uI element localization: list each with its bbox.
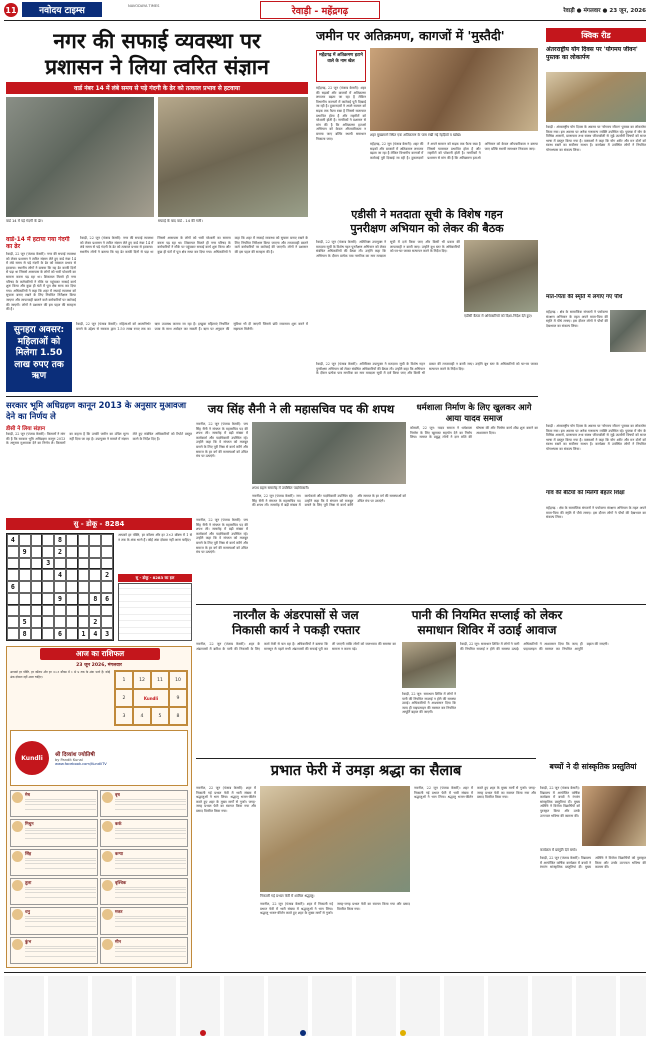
rashi-text (25, 827, 96, 841)
sudoku-cell[interactable] (42, 616, 54, 628)
rashi-name: मिथुन (25, 821, 34, 827)
sudoku-cell[interactable] (89, 581, 101, 593)
sudoku-grid[interactable] (6, 533, 114, 641)
women-loan-headline: सुनहरा अवसर: महिलाओं को मिलेगा 1.50 लाख रुपए तक ऋण (6, 322, 72, 392)
sudoku-cell[interactable]: 9 (19, 546, 31, 558)
kundli-promo (10, 730, 188, 786)
sudoku-cell[interactable] (7, 546, 19, 558)
rashifal-title: आज का राशिफल (40, 648, 160, 660)
sudoku-cell[interactable]: 2 (101, 569, 113, 581)
zodiac-icon (102, 792, 113, 803)
sudoku-cell[interactable] (31, 534, 43, 546)
rashi-text (115, 798, 186, 812)
encroach-body-col1: महेंद्रगढ़, 22 जून (पंजाब केसरी): शहर की सड़कों और बाजारों में अतिक्रमण लगातार बढ़ता जा रहा है लेकिन विभागीय कागजों में कार्रवाई पूरी दिखाई जा रही है। दुकानदारों ने अपने सामान को सड़क तक फैला रखा है जिससे यातायात प्रभावित होता है और राहगीरों को परेशानी होती है। नागरिकों ने प्रशासन से मांग की है कि अतिक्रमण हटाओ अभियान को केवल औपचारिकता न बनाया जाए बल्कि स्थायी समाधान निकाला जाए। (316, 86, 366, 141)
sudoku-cell[interactable] (66, 605, 78, 617)
rashi-name: मेष (25, 792, 30, 797)
sudoku-cell[interactable]: 8 (89, 593, 101, 605)
oath-caption: शपथ ग्रहण समारोह में उपस्थित पदाधिकारी। (252, 486, 310, 490)
sudoku-cell[interactable]: 6 (7, 581, 19, 593)
sudoku-cell[interactable] (31, 581, 43, 593)
lead-body: रेवाड़ी, 22 जून (पंजाब केसरी): नगर की सफाई व्यवस्था को लेकर प्रशासन ने त्वरित संज्ञान लेते हुए वार्ड नंबर 14 में लंबे समय से पड़े गंदगी के ढेर को तत्काल प्रभाव से हटवाया। स्थानीय लोगों ने बताया कि यह ढेर काफी दिनों से पड़ा था जिससे आसपास के लोगों को भारी परेशानी का सामना करना पड़ रहा था। शिकायत मिलते ही नगर परिषद के कर्मचारियों ने मौके पर पहुंचकर सफाई कार्य शुरू किया और कुछ ही घंटों में पूरा क्षेत्र साफ कर दिया गया। अधिकारियों ने कहा कि शहर में सफाई व्यवस्था को सुचारू बनाए रखने के लिए नियमित निरीक्षण किया जाएगा और लापरवाही बरतने वाले कर्मचारियों पर कार्रवाई की जाएगी। लोगों ने प्रशासन की इस पहल की सराहना की है। (80, 236, 308, 254)
sudoku-cell[interactable] (31, 628, 43, 640)
rashi-list (10, 790, 188, 964)
quick-read-headline: अंतरराष्ट्रीय योग दिवस पर 'योगमय जीवन' पुस्तक का लोकार्पण (546, 46, 638, 61)
rashi-card (100, 907, 188, 934)
rashi-card (10, 878, 98, 905)
encroach-body: महेंद्रगढ़, 22 जून (पंजाब केसरी): शहर की सड़कों और बाजारों में अतिक्रमण लगातार बढ़ता जा रहा है लेकिन विभागीय कागजों में कार्रवाई पूरी दिखाई जा रही है। दुकानदारों ने अपने सामान को सड़क तक फैला रखा है जिससे यातायात प्रभावित होता है और राहगीरों को परेशानी होती है। नागरिकों ने प्रशासन से मांग की है कि अतिक्रमण हटाओ अभियान को केवल औपचारिकता न बनाया जाए बल्कि स्थायी समाधान निकाला जाए। (370, 142, 538, 160)
sudoku-cell[interactable] (101, 546, 113, 558)
rashi-text (25, 857, 96, 871)
sudoku-cell[interactable] (101, 558, 113, 570)
zodiac-icon (12, 880, 23, 891)
rashi-name: तुला (25, 880, 32, 885)
rashi-card (100, 819, 188, 846)
rashi-card (100, 878, 188, 905)
masthead (0, 0, 650, 22)
sudoku-cell[interactable] (31, 605, 43, 617)
zodiac-icon (102, 909, 113, 920)
sudoku-cell[interactable] (42, 534, 54, 546)
zodiac-icon (12, 821, 23, 832)
encroach-photo (370, 48, 538, 131)
sudoku-cell[interactable] (66, 558, 78, 570)
kundli-logo-sub: by Pandit Kunal (55, 758, 83, 762)
kundli-site[interactable]: www.facebook.com/KundliTV (55, 762, 107, 766)
quick-read-body-2: महेंद्रगढ़ : क्षेत्र के सामाजिक संगठनों ने पर्यावरण संरक्षण अभियान के तहत अपने माता-पिता की स्मृति में पौधे लगाए। इस दौरान लोगों ने पौधों की देखभाल का संकल्प लिया। (546, 310, 608, 328)
acquisition-headline: सरकार भूमि अधिग्रहण कानून 2013 के अनुसार मुआवजा देने का निर्णय ले (6, 400, 187, 421)
acquisition-body: रेवाड़ी, 22 जून (पंजाब केसरी): किसानों ने मांग की है कि सरकार भूमि अधिग्रहण कानून 2013 के अनुसार मुआवजा देने का निर्णय ले। किसानों का कहना है कि उनकी जमीन का उचित मूल्य नहीं दिया जा रहा है। उपायुक्त ने मामले में संज्ञान लेते हुए संबंधित अधिकारियों को रिपोर्ट प्रस्तुत करने के निर्देश दिए हैं। (6, 432, 192, 446)
sudoku-cell[interactable] (54, 558, 66, 570)
sudoku-cell[interactable] (42, 605, 54, 617)
prabhat-photo (260, 786, 410, 892)
lead-caption-1: वार्ड 14 में पड़े गंदगी के ढेर। (6, 219, 43, 223)
quick-read-item3-headline: गांव की बेटियों को मिलेगी बेहतर शिक्षा (546, 490, 625, 496)
kundli-chart: 1 12 11 10 2 Kundli 9 3 4 5 8 (114, 670, 188, 726)
zodiac-icon (102, 851, 113, 862)
sudoku-cell[interactable]: 3 (101, 628, 113, 640)
reg-mark (400, 1030, 406, 1036)
voter-headline: एडीसी ने मतदाता सूची के विशेष गहन पुनरीक्षण अभियान को लेकर की बैठक (350, 208, 504, 235)
rashi-name: मकर (115, 909, 123, 915)
rashi-text (115, 915, 186, 929)
sudoku-cell[interactable] (31, 569, 43, 581)
lead-headline: नगर की सफाई व्यवस्था पर प्रशासन ने लिया त्वरित संज्ञान (45, 29, 269, 79)
sudoku-cell[interactable] (66, 569, 78, 581)
lead-subhead: वार्ड नंबर 14 में लंबे समय से पड़े गंदगी के ढेर को तत्काल प्रभाव से हटवाया (6, 82, 308, 94)
rashi-text (25, 915, 96, 929)
quick-read-label: क्विक रीड (546, 28, 646, 42)
rashi-name: धनु (25, 909, 30, 915)
sudoku-cell[interactable] (7, 605, 19, 617)
sudoku-cell[interactable] (101, 581, 113, 593)
kundli-promo-title: श्री दिव्यांश ज्योतिषी (55, 752, 95, 758)
sudoku-cell[interactable] (42, 546, 54, 558)
quick-read-body-4: महेंद्रगढ़ : क्षेत्र के सामाजिक संगठनों ने पर्यावरण संरक्षण अभियान के तहत अपने माता-पिता की स्मृति में पौधे लगाए। इस दौरान लोगों ने पौधों की देखभाल का संकल्प लिया। (546, 506, 646, 520)
sudoku-cell[interactable]: 5 (19, 616, 31, 628)
portrait-photo (610, 310, 646, 352)
sudoku-cell[interactable] (19, 593, 31, 605)
reg-mark (200, 1030, 206, 1036)
sudoku-instructions: आपको हर पंक्ति, हर कॉलम और हर 3×3 बॉक्स में 1 से 9 तक के अंक भरने हैं। कोई अंक दोबारा नहीं आना चाहिए। (118, 533, 192, 542)
rashi-card (10, 849, 98, 876)
sudoku-cell[interactable] (19, 534, 31, 546)
voter-body: रेवाड़ी, 22 जून (पंजाब केसरी): अतिरिक्त उपायुक्त ने मतदाता सूची के विशेष गहन पुनरीक्षण अभियान को लेकर संबंधित अधिकारियों की बैठक ली। उन्होंने कहा कि अभियान के दौरान प्रत्येक पात्र नागरिक का नाम मतदाता सूची में दर्ज किया जाए और किसी भी प्रकार की लापरवाही न बरती जाए। उन्होंने बूथ स्तर के अधिकारियों को घर-घर जाकर सत्यापन करने के निर्देश दिए। (316, 240, 460, 258)
sudoku-cell[interactable] (89, 534, 101, 546)
sudoku-cell[interactable]: 3 (42, 558, 54, 570)
sudoku-cell[interactable] (7, 569, 19, 581)
water-photo (402, 642, 456, 688)
sudoku-cell[interactable] (89, 558, 101, 570)
encroach-caption: शहर मुख्यमार्ग स्थित एक अतिक्रमण के पास रखी गई रेहड़ियों व खोखे। (370, 133, 462, 137)
sudoku-cell[interactable] (66, 628, 78, 640)
sudoku-cell[interactable]: 2 (89, 616, 101, 628)
rashi-name: सिंह (25, 850, 32, 856)
water-body-col1: रेवाड़ी, 22 जून: समाधान शिविर में लोगों ने पानी की नियमित सप्लाई न होने की समस्या उठाई। अधिकारियों ने आश्वासन दिया कि जल्द ही पाइपलाइन की मरम्मत कर नियमित आपूर्ति बहाल की जाएगी। (402, 692, 456, 715)
zodiac-icon (102, 939, 113, 950)
women-loan-body: रेवाड़ी, 22 जून (पंजाब केसरी): महिलाओं को आत्मनिर्भर बनाने के उद्देश्य से सरकार द्वारा 1.50 लाख रुपए तक का ऋण उपलब्ध कराया जा रहा है। इच्छुक महिलाएं निर्धारित प्रपत्र के साथ आवेदन कर सकती हैं। ऋण पर अनुदान की सुविधा भी दी जाएगी जिससे छोटे व्यवसाय शुरू करने में सहायता मिलेगी। (76, 322, 308, 331)
oath-body: नारनौल, 22 जून (पंजाब केसरी): जय सिंह सैनी ने संगठन के महासचिव पद की शपथ ली। समारोह में बड़ी संख्या में कार्यकर्ता और पदाधिकारी उपस्थित रहे। उन्होंने कहा कि वे संगठन को मजबूत बनाने के लिए पूरी निष्ठा से कार्य करेंगे और समाज के हर वर्ग की समस्याओं को उचित मंच पर उठाएंगे। (252, 494, 406, 508)
sudoku-cell[interactable]: 8 (54, 534, 66, 546)
encroach-box-title: महेंद्रगढ़ में अतिक्रमण हटाने वाले के नाम खेल (316, 50, 366, 82)
quick-read-item2-headline: मात-पिता की स्मृति में लगाए गए पौधे (546, 294, 623, 300)
rashi-card (100, 849, 188, 876)
rashi-text (25, 886, 96, 900)
voter-caption: एडीसी बैठक में अधिकारियों को दिशा-निर्देश देते हुए। (464, 314, 532, 318)
sudoku-cell[interactable] (7, 593, 19, 605)
prabhat-body-col1: नारनौल, 22 जून (पंजाब केसरी): शहर में निकाली गई प्रभात फेरी में भारी संख्या में श्रद्धालुओं ने भाग लिया। श्रद्धालु भजन-कीर्तन करते हुए शहर के मुख्य मार्गों से गुजरे। जगह-जगह प्रभात फेरी का स्वागत किया गया और प्रसाद वितरित किया गया। (196, 786, 256, 813)
prabhat-body: नारनौल, 22 जून (पंजाब केसरी): शहर में निकाली गई प्रभात फेरी में भारी संख्या में श्रद्धालुओं ने भाग लिया। श्रद्धालु भजन-कीर्तन करते हुए शहर के मुख्य मार्गों से गुजरे। जगह-जगह प्रभात फेरी का स्वागत किया गया और प्रसाद वितरित किया गया। (260, 902, 410, 916)
sudoku-cell[interactable] (31, 558, 43, 570)
children-photo (582, 786, 646, 846)
section-title: रेवाड़ी - महेंद्रगढ़ (260, 1, 380, 19)
prabhat-caption: निकाली गई प्रभात फेरी में शामिल श्रद्धालु। (260, 894, 315, 898)
sudoku-cell[interactable] (101, 616, 113, 628)
sudoku-cell[interactable] (66, 546, 78, 558)
prabhat-headline: प्रभात फेरी में उमड़ा श्रद्धा का सैलाब (270, 763, 462, 779)
oath-body-col1b: नारनौल, 22 जून (पंजाब केसरी): जय सिंह सैनी ने संगठन के महासचिव पद की शपथ ली। समारोह में बड़ी संख्या में कार्यकर्ता और पदाधिकारी उपस्थित रहे। उन्होंने कहा कि वे संगठन को मजबूत बनाने के लिए पूरी निष्ठा से कार्य करेंगे और समाज के हर वर्ग की समस्याओं को उचित मंच पर उठाएंगे। (196, 518, 248, 555)
lead-caption-2: सफाई के बाद वार्ड - 14 की गली। (158, 219, 203, 223)
rashi-text (25, 945, 96, 959)
cleaned-street-photo (158, 97, 308, 217)
sudoku-cell[interactable] (19, 569, 31, 581)
children-caption: कार्यक्रम में प्रस्तुति देते बच्चे। (540, 848, 577, 852)
children-headline: बच्चों ने दी सांस्कृतिक प्रस्तुतियां (549, 762, 637, 771)
sudoku-cell[interactable] (7, 616, 19, 628)
rashi-card (100, 790, 188, 817)
sudoku-cell[interactable] (78, 569, 90, 581)
sudoku-cell[interactable] (31, 593, 43, 605)
sudoku-cell[interactable]: 6 (101, 593, 113, 605)
rashi-card (10, 790, 98, 817)
sudoku-answer-label: सु - डोकू - 8283 का हल (118, 574, 192, 582)
voter-body-2: रेवाड़ी, 22 जून (पंजाब केसरी): अतिरिक्त उपायुक्त ने मतदाता सूची के विशेष गहन पुनरीक्षण अभियान को लेकर संबंधित अधिकारियों की बैठक ली। उन्होंने कहा कि अभियान के दौरान प्रत्येक पात्र नागरिक का नाम मतदाता सूची में दर्ज किया जाए और किसी भी प्रकार की लापरवाही न बरती जाए। उन्होंने बूथ स्तर के अधिकारियों को घर-घर जाकर सत्यापन करने के निर्देश दिए। (316, 362, 538, 376)
oath-headline: जय सिंह सैनी ने ली महासचिव पद की शपथ (207, 402, 395, 416)
sudoku-cell[interactable] (78, 581, 90, 593)
acquisition-subhead: डीसी ने लिया संज्ञान (6, 426, 46, 432)
encroach-headline: जमीन पर अतिक्रमण, कागजों में 'मुस्तैदी' (316, 28, 505, 43)
sudoku-cell[interactable] (101, 605, 113, 617)
rashi-text (115, 827, 186, 841)
sudoku-cell[interactable] (66, 616, 78, 628)
sudoku-cell[interactable] (42, 569, 54, 581)
rashi-name: कन्या (115, 850, 123, 856)
rashi-name: मीन (115, 938, 121, 944)
meeting-photo (464, 240, 538, 312)
sudoku-cell[interactable] (66, 534, 78, 546)
sudoku-cell[interactable]: 9 (54, 593, 66, 605)
sudoku-cell[interactable]: 4 (89, 628, 101, 640)
sudoku-cell[interactable] (42, 593, 54, 605)
rashi-card (100, 937, 188, 964)
sudoku-label: सु - डोकू - 8284 (6, 518, 192, 530)
rashi-text (25, 798, 96, 812)
sudoku-cell[interactable] (19, 605, 31, 617)
sudoku-cell[interactable] (66, 581, 78, 593)
dateline: रेवाड़ी ● मंगलवार ● 23 जून, 2026 (563, 8, 646, 14)
brand-logo: नवोदय टाइम्स (22, 2, 102, 17)
sudoku-cell[interactable] (7, 628, 19, 640)
sudoku-cell[interactable]: 1 (78, 628, 90, 640)
zodiac-icon (12, 792, 23, 803)
prabhat-body-2: नारनौल, 22 जून (पंजाब केसरी): शहर में निकाली गई प्रभात फेरी में भारी संख्या में श्रद्धालुओं ने भाग लिया। श्रद्धालु भजन-कीर्तन करते हुए शहर के मुख्य मार्गों से गुजरे। जगह-जगह प्रभात फेरी का स्वागत किया गया और प्रसाद वितरित किया गया। (414, 786, 536, 800)
sudoku-cell[interactable] (101, 534, 113, 546)
sudoku-cell[interactable] (78, 558, 90, 570)
sudoku-cell[interactable]: 2 (54, 546, 66, 558)
sudoku-cell[interactable] (78, 605, 90, 617)
rashi-card (10, 907, 98, 934)
reg-mark (300, 1030, 306, 1036)
rashi-name: वृष (115, 792, 120, 797)
kundli-logo: Kundli (15, 741, 49, 775)
water-headline: पानी की नियमित सप्लाई को लेकर समाधान शिविर में उठाई आवाज (411, 608, 563, 637)
narnaul-body: नारनौल, 22 जून (पंजाब केसरी): शहर के अंडरपासों में बारिश के पानी की निकासी के लिए कार्य तेजी से चल रहा है। अधिकारियों ने बताया कि मानसून से पहले सभी अंडरपासों की सफाई पूरी कर ली जाएगी ताकि लोगों को जलभराव की समस्या का सामना न करना पड़े। (196, 642, 396, 651)
rashi-text (115, 886, 186, 900)
sudoku-cell[interactable] (7, 558, 19, 570)
sudoku-cell[interactable] (19, 581, 31, 593)
zodiac-icon (12, 909, 23, 920)
zodiac-icon (102, 880, 113, 891)
rashi-text (115, 945, 186, 959)
dharamshala-headline: धर्मशाला निर्माण के लिए खुलकर आगे आया यादव समाज (416, 402, 532, 423)
oath-ceremony-photo (252, 422, 406, 484)
zodiac-icon (12, 939, 23, 950)
rashifal-date: 23 जून 2026, मंगलवार (76, 663, 122, 668)
sudoku-cell[interactable]: 4 (7, 534, 19, 546)
dharamshala-body: कोसली, 22 जून: यादव समाज ने धर्मशाला निर्माण के लिए खुलकर सहयोग देने का निर्णय लिया। समाज के प्रबुद्ध लोगों ने दान राशि की घोषणा की और निर्माण कार्य शीघ्र शुरू कराने का आश्वासन दिया। (410, 426, 538, 440)
children-body: रेवाड़ी, 22 जून (पंजाब केसरी): विद्यालय में आयोजित वार्षिक कार्यक्रम में बच्चों ने रंगारंग सांस्कृतिक प्रस्तुतियां दीं। मुख्य अतिथि ने विजेता विद्यार्थियों को पुरस्कृत किया और उनके उज्ज्वल भविष्य की कामना की। (540, 856, 646, 870)
lead-subhead-2: वार्ड-14 में हटाया गया गंदगी का ढेर (6, 236, 70, 251)
sudoku-cell[interactable] (78, 546, 90, 558)
zodiac-icon (12, 851, 23, 862)
sudoku-cell[interactable] (31, 546, 43, 558)
narnaul-headline: नारनौल के अंडरपासों से जल निकासी कार्य ने पकड़ी रफ्तार (232, 608, 360, 637)
sudoku-cell[interactable] (31, 616, 43, 628)
sudoku-cell[interactable] (78, 534, 90, 546)
sudoku-cell[interactable] (54, 616, 66, 628)
sudoku-cell[interactable] (78, 593, 90, 605)
quick-read-body: रेवाड़ी : अंतरराष्ट्रीय योग दिवस के अवसर पर 'योगमय जीवन' पुस्तक का लोकार्पण किया गया। इस अवसर पर अनेक गणमान्य व्यक्ति उपस्थित रहे। पुस्तक में योग के विभिन्न आसनों, प्राणायाम तथा स्वस्थ जीवनशैली से जुड़े उपयोगी विषयों को सरल भाषा में प्रस्तुत किया गया है। वक्ताओं ने कहा कि योग शरीर और मन दोनों को स्वस्थ रखने का सर्वोत्तम साधन है। कार्यक्रम में उपस्थित लोगों ने नियमित योगाभ्यास का संकल्प लिया। (546, 125, 646, 152)
sudoku-cell[interactable] (54, 605, 66, 617)
lead-body-col1: रेवाड़ी, 22 जून (पंजाब केसरी): नगर की सफाई व्यवस्था को लेकर प्रशासन ने त्वरित संज्ञान लेते हुए वार्ड नंबर 14 में लंबे समय से पड़े गंदगी के ढेर को तत्काल प्रभाव से हटवाया। स्थानीय लोगों ने बताया कि यह ढेर काफी दिनों से पड़ा था जिससे आसपास के लोगों को भारी परेशानी का सामना करना पड़ रहा था। शिकायत मिलते ही नगर परिषद के कर्मचारियों ने मौके पर पहुंचकर सफाई कार्य शुरू किया और कुछ ही घंटों में पूरा क्षेत्र साफ कर दिया गया। अधिकारियों ने कहा कि शहर में सफाई व्यवस्था को सुचारू बनाए रखने के लिए नियमित निरीक्षण किया जाएगा और लापरवाही बरतने वाले कर्मचारियों पर कार्रवाई की जाएगी। लोगों ने प्रशासन की इस पहल की सराहना की है। (6, 252, 76, 312)
rashi-name: वृश्चिक (115, 880, 127, 885)
sudoku-cell[interactable] (89, 546, 101, 558)
oath-body-col1: नारनौल, 22 जून (पंजाब केसरी): जय सिंह सैनी ने संगठन के महासचिव पद की शपथ ली। समारोह में बड़ी संख्या में कार्यकर्ता और पदाधिकारी उपस्थित रहे। उन्होंने कहा कि वे संगठन को मजबूत बनाने के लिए पूरी निष्ठा से कार्य करेंगे और समाज के हर वर्ग की समस्याओं को उचित मंच पर उठाएंगे। (196, 422, 248, 459)
sudoku-cell[interactable]: 4 (54, 569, 66, 581)
brand-small: NAVODAYA TIMES (128, 4, 160, 8)
sudoku-cell[interactable] (78, 616, 90, 628)
sudoku-cell[interactable] (42, 628, 54, 640)
sudoku-cell[interactable]: 6 (54, 628, 66, 640)
book-launch-photo (546, 72, 646, 122)
footer-strip (4, 976, 646, 1036)
rashi-name: कर्क (115, 821, 122, 827)
sudoku-cell[interactable] (66, 593, 78, 605)
page-number: 11 (4, 3, 18, 17)
sudoku-cell[interactable] (42, 581, 54, 593)
rashi-name: कुंभ (25, 938, 32, 944)
water-body: रेवाड़ी, 22 जून: समाधान शिविर में लोगों ने पानी की नियमित सप्लाई न होने की समस्या उठाई। अधिकारियों ने आश्वासन दिया कि जल्द ही पाइपलाइन की मरम्मत कर नियमित आपूर्ति बहाल की जाएगी। (460, 642, 609, 651)
sudoku-cell[interactable] (89, 605, 101, 617)
rashifal-panchang: आपको हर पंक्ति, हर कॉलम और हर 3×3 बॉक्स में 1 से 9 तक के अंक भरने हैं। कोई अंक दोबारा नहीं आना चाहिए। (10, 670, 110, 679)
sudoku-cell[interactable] (19, 558, 31, 570)
rashi-text (115, 857, 186, 871)
sudoku-cell[interactable]: 8 (19, 628, 31, 640)
zodiac-icon (102, 821, 113, 832)
sudoku-cell[interactable] (89, 569, 101, 581)
garbage-photo (6, 97, 154, 217)
sudoku-cell[interactable] (54, 581, 66, 593)
quick-read-body-3: रेवाड़ी : अंतरराष्ट्रीय योग दिवस के अवसर पर 'योगमय जीवन' पुस्तक का लोकार्पण किया गया। इस अवसर पर अनेक गणमान्य व्यक्ति उपस्थित रहे। पुस्तक में योग के विभिन्न आसनों, प्राणायाम तथा स्वस्थ जीवनशैली से जुड़े उपयोगी विषयों को सरल भाषा में प्रस्तुत किया गया है। वक्ताओं ने कहा कि योग शरीर और मन दोनों को स्वस्थ रखने का सर्वोत्तम साधन है। कार्यक्रम में उपस्थित लोगों ने नियमित योगाभ्यास का संकल्प लिया। (546, 424, 646, 451)
rashi-card (10, 819, 98, 846)
sudoku-answer-grid (118, 583, 192, 641)
children-body-col1: रेवाड़ी, 22 जून (पंजाब केसरी): विद्यालय में आयोजित वार्षिक कार्यक्रम में बच्चों ने रंगारंग सांस्कृतिक प्रस्तुतियां दीं। मुख्य अतिथि ने विजेता विद्यार्थियों को पुरस्कृत किया और उनके उज्ज्वल भविष्य की कामना की। (540, 786, 580, 818)
rashi-card (10, 937, 98, 964)
